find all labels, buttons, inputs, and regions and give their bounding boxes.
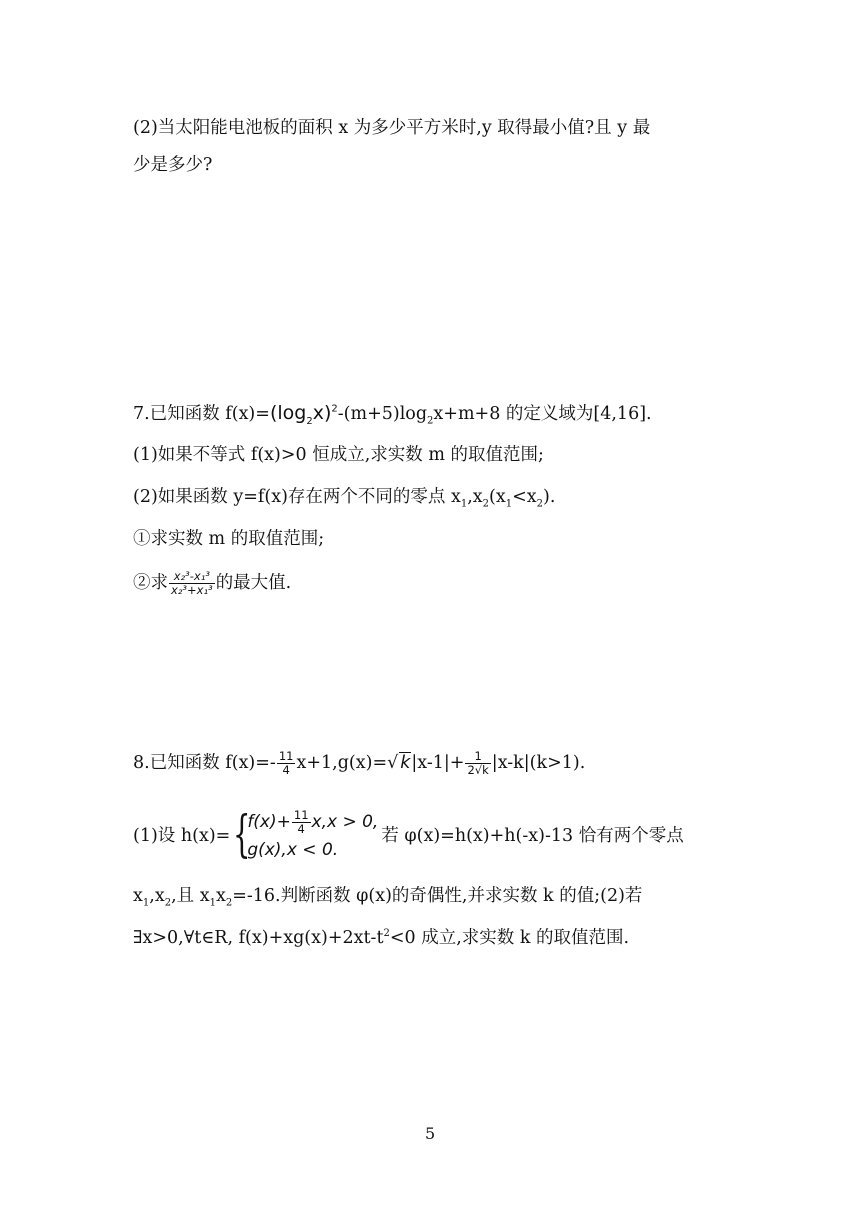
q8-line3: $x_1,x_2$,且 $x_1x_2=-16$.判断函数 φ(x)的奇偶性,并求实数 k 的值;(2)若 [133,886,643,909]
q6-part2-line2: 少是多少? [133,155,213,175]
q8-line4: ∃x>0,∀t∈R, $f(x)+xg(x)+2xt-t^2<0$ 成立,求实数 k 的取值范围. [133,928,630,948]
q7-part1: (1)如果不等式 f(x)>0 恒成立,求实数 m 的取值范围; [133,445,544,465]
q7-sub1: ①求实数 m 的取值范围; [133,529,325,549]
q8-frac-11-4: $\frac{11}{4}$ [278,749,294,777]
q6-part2-line1: (2)当太阳能电池板的面积 x 为多少平方米时,y 取得最小值?且 y 最 [133,118,651,138]
q8-frac-1-2sqrtk: $\frac{1}{2√k}$ [467,749,489,777]
q8-part1: (1)设 h(x)= { f(x)+ $\frac{11}{4}$ x,x > 0, g(x),x < 0. 若 φ(x)=h(x)+h(-x)-13 恰有两个零点 [133,805,684,863]
q7-part2: (2)如果函数 y=f(x)存在两个不同的零点 $x_1,x_2(x_1<x_2)$. [133,487,556,510]
q8-intro: 8.已知函数 f(x)=- $\frac{11}{4}$ x+1,g(x)=√ k|x-1|+ $\frac{1}{2√k}$ |x-k|(k>1). [133,749,586,777]
page-number: 5 [425,1124,436,1143]
piecewise-function: { f(x)+ $\frac{11}{4}$ x,x > 0, g(x),x < 0. [233,805,379,863]
q7-intro: 7.已知函数 $f(x)=(\log_2x)^2-(m+5)\log_2x+m+8$ 的定义域为[4,16]. [133,402,652,427]
q7-sub2: ②求 $\frac{\text{x₂³-x₁³}}{\text{x₂³+x₁³}}$ 的最大值. [133,569,292,597]
piece-frac-11-4: $\frac{11}{4}$ [293,807,309,836]
q7-fraction: $\frac{\text{x₂³-x₁³}}{\text{x₂³+x₁³}}$ [171,569,213,597]
sqrt-k: √ k [387,753,411,773]
